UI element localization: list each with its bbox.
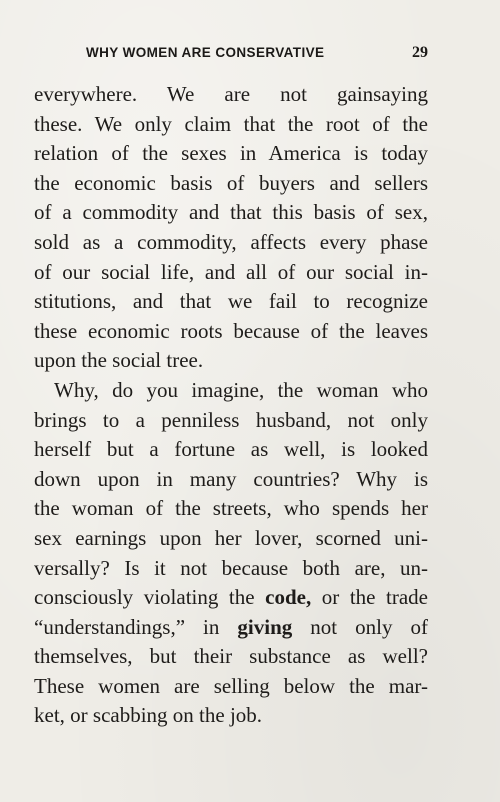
- bold-word: giving: [237, 614, 293, 639]
- text-line: stitutions, and that we fail to recognize: [34, 289, 428, 314]
- text-line: ket, or scabbing on the job.: [34, 703, 263, 728]
- text-line: relation of the sexes in America is today: [34, 141, 428, 166]
- text-line: everywhere. We are not gainsaying: [34, 82, 428, 106]
- running-head-title: WHY WOMEN ARE CONSERVATIVE: [86, 45, 325, 60]
- text-run: not only of: [292, 614, 428, 639]
- page-number: 29: [412, 44, 428, 61]
- body-text: [34, 80, 428, 731]
- text-line: down upon in many countries? Why is: [34, 466, 428, 491]
- text-line: Why, do you imagine, the woman who: [54, 377, 428, 402]
- text-line: These women are selling below the mar-: [34, 673, 428, 698]
- text-line: sold as a commodity, affects every phase: [34, 229, 428, 254]
- text-line: sex earnings upon her lover, scorned uni-: [34, 525, 428, 550]
- text-run: “understandings,” in: [34, 614, 238, 639]
- text-line: versally? Is it not because both are, un-: [34, 555, 428, 580]
- text-line: the economic basis of buyers and sellers: [34, 170, 428, 195]
- text-line: of a commodity and that this basis of sex,: [34, 200, 428, 225]
- text-line: these. We only claim that the root of the: [34, 111, 428, 136]
- text-line: brings to a penniless husband, not only: [34, 407, 428, 432]
- bold-word: code,: [265, 585, 312, 610]
- text-line: these economic roots because of the leaves: [34, 318, 428, 343]
- text-line: the woman of the streets, who spends her: [34, 496, 428, 521]
- running-head: [86, 44, 428, 66]
- text-line: herself but a fortune as well, is looked: [34, 437, 428, 462]
- text-run: consciously violating the: [34, 585, 266, 610]
- paragraph-2: [34, 376, 428, 731]
- text-run: or the trade: [311, 585, 428, 610]
- text-line: themselves, but their substance as well?: [34, 644, 428, 669]
- text-line: [34, 583, 428, 613]
- paragraph-1: [34, 80, 428, 376]
- text-line: of our social life, and all of our social in-: [34, 259, 428, 284]
- text-line: [34, 613, 428, 643]
- text-line: upon the social tree.: [34, 348, 204, 373]
